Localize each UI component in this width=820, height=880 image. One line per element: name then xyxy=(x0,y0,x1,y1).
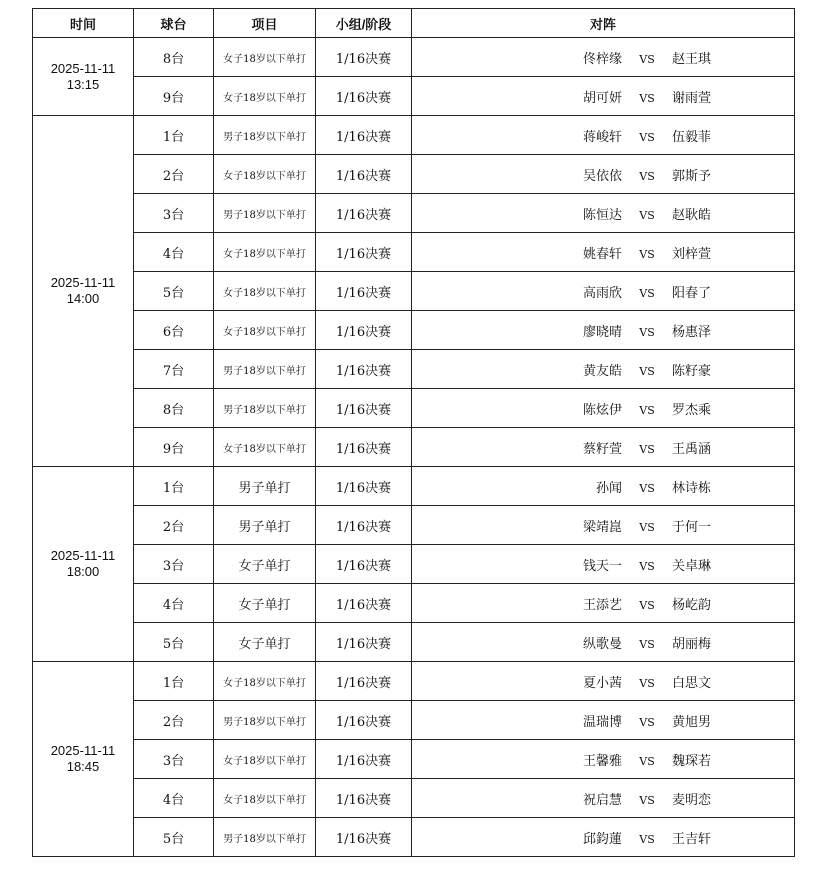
table-row xyxy=(33,506,795,545)
versus-label: VS xyxy=(639,676,655,690)
player-one: 佟梓缘 xyxy=(582,51,622,67)
player-one: 王馨雅 xyxy=(582,753,622,769)
table-number-cell: 5台 xyxy=(134,623,214,662)
versus-label: VS xyxy=(639,52,655,66)
session-date: 2025-11-11 xyxy=(50,548,116,563)
match-cell xyxy=(412,662,795,701)
table-row xyxy=(33,740,795,779)
table-number-cell: 6台 xyxy=(134,311,214,350)
player-one: 黄友皓 xyxy=(582,363,622,379)
matchup xyxy=(552,789,742,808)
player-two: 罗杰乘 xyxy=(672,402,712,418)
event-cell: 男子18岁以下单打 xyxy=(214,194,316,233)
stage-cell: 1/16决赛 xyxy=(316,506,412,545)
event-cell: 女子18岁以下单打 xyxy=(214,272,316,311)
event-cell: 男子18岁以下单打 xyxy=(214,389,316,428)
stage-cell: 1/16决赛 xyxy=(316,233,412,272)
table-number-cell: 3台 xyxy=(134,740,214,779)
table-number-cell: 1台 xyxy=(134,662,214,701)
session-time-cell xyxy=(33,467,134,662)
player-one: 孙闻 xyxy=(595,480,622,496)
versus-label: VS xyxy=(639,403,655,417)
player-two: 谢雨萱 xyxy=(672,90,712,106)
header-event: 项目 xyxy=(214,9,316,38)
stage-cell: 1/16决赛 xyxy=(316,272,412,311)
event-cell: 女子单打 xyxy=(214,623,316,662)
versus-label: VS xyxy=(639,130,655,144)
table-number-cell: 2台 xyxy=(134,506,214,545)
versus-label: VS xyxy=(639,325,655,339)
matchup xyxy=(552,204,742,223)
player-two: 麦明恋 xyxy=(672,792,712,808)
table-row xyxy=(33,428,795,467)
header-match: 对阵 xyxy=(412,9,795,38)
match-cell xyxy=(412,740,795,779)
matchup xyxy=(552,555,742,574)
matchup xyxy=(552,165,742,184)
stage-cell: 1/16决赛 xyxy=(316,623,412,662)
match-cell xyxy=(412,311,795,350)
player-two: 伍毅菲 xyxy=(672,129,712,145)
player-one: 陈炫伊 xyxy=(582,402,622,418)
player-one: 纵歌曼 xyxy=(582,636,622,652)
table-number-cell: 5台 xyxy=(134,818,214,857)
player-one: 廖晓晴 xyxy=(582,324,622,340)
versus-label: VS xyxy=(639,364,655,378)
versus-label: VS xyxy=(639,520,655,534)
table-number-cell: 4台 xyxy=(134,584,214,623)
table-row xyxy=(33,116,795,155)
event-cell: 女子18岁以下单打 xyxy=(214,311,316,350)
player-two: 王禹涵 xyxy=(672,441,712,457)
event-cell: 女子18岁以下单打 xyxy=(214,77,316,116)
stage-cell: 1/16决赛 xyxy=(316,545,412,584)
player-two: 王吉轩 xyxy=(672,831,712,847)
versus-label: VS xyxy=(639,208,655,222)
table-row xyxy=(33,545,795,584)
schedule-table xyxy=(32,8,795,857)
versus-label: VS xyxy=(639,286,655,300)
versus-label: VS xyxy=(639,754,655,768)
session-time: 18:45 xyxy=(66,759,100,774)
matchup xyxy=(552,672,742,691)
player-two: 赵耿皓 xyxy=(672,207,712,223)
match-cell xyxy=(412,506,795,545)
player-two: 黄旭男 xyxy=(672,714,712,730)
session-time: 13:15 xyxy=(66,76,100,92)
matchup xyxy=(552,516,742,535)
stage-cell: 1/16决赛 xyxy=(316,428,412,467)
match-cell xyxy=(412,467,795,506)
table-row xyxy=(33,194,795,233)
versus-label: VS xyxy=(639,442,655,456)
table-row xyxy=(33,584,795,623)
player-two: 陈籽豪 xyxy=(672,363,712,379)
table-number-cell: 9台 xyxy=(134,428,214,467)
matchup xyxy=(552,360,742,379)
session-date: 2025-11-11 xyxy=(50,275,116,290)
event-cell: 男子单打 xyxy=(214,506,316,545)
player-one: 梁靖崑 xyxy=(582,519,622,535)
table-row xyxy=(33,350,795,389)
table-row xyxy=(33,662,795,701)
player-one: 钱天一 xyxy=(582,558,622,574)
table-number-cell: 2台 xyxy=(134,701,214,740)
event-cell: 女子单打 xyxy=(214,545,316,584)
event-cell: 男子单打 xyxy=(214,467,316,506)
versus-label: VS xyxy=(639,247,655,261)
player-two: 林诗栋 xyxy=(672,480,712,496)
player-one: 姚春轩 xyxy=(582,246,622,262)
stage-cell: 1/16决赛 xyxy=(316,701,412,740)
table-number-cell: 3台 xyxy=(134,194,214,233)
table-row xyxy=(33,311,795,350)
matchup xyxy=(552,828,742,847)
player-one: 蒋峻轩 xyxy=(582,129,622,145)
match-cell xyxy=(412,155,795,194)
player-two: 魏琛若 xyxy=(672,753,712,769)
stage-cell: 1/16决赛 xyxy=(316,311,412,350)
stage-cell: 1/16决赛 xyxy=(316,350,412,389)
matchup xyxy=(552,282,742,301)
event-cell: 女子18岁以下单打 xyxy=(214,38,316,77)
header-table: 球台 xyxy=(134,9,214,38)
session-time: 18:00 xyxy=(66,564,100,579)
matchup xyxy=(552,711,742,730)
player-one: 胡可妍 xyxy=(582,90,622,106)
match-cell xyxy=(412,77,795,116)
matchup xyxy=(552,87,742,106)
player-one: 蔡籽萱 xyxy=(582,441,622,457)
event-cell: 男子18岁以下单打 xyxy=(214,701,316,740)
matchup xyxy=(552,750,742,769)
event-cell: 男子18岁以下单打 xyxy=(214,350,316,389)
match-cell xyxy=(412,272,795,311)
match-cell xyxy=(412,389,795,428)
table-number-cell: 9台 xyxy=(134,77,214,116)
versus-label: VS xyxy=(639,793,655,807)
versus-label: VS xyxy=(639,91,655,105)
player-two: 白思文 xyxy=(672,675,712,691)
match-cell xyxy=(412,584,795,623)
event-cell: 女子18岁以下单打 xyxy=(214,740,316,779)
table-row xyxy=(33,77,795,116)
stage-cell: 1/16决赛 xyxy=(316,389,412,428)
match-cell xyxy=(412,545,795,584)
event-cell: 女子18岁以下单打 xyxy=(214,155,316,194)
table-number-cell: 1台 xyxy=(134,467,214,506)
table-number-cell: 7台 xyxy=(134,350,214,389)
player-two: 赵王琪 xyxy=(672,51,712,67)
player-two: 于何一 xyxy=(672,519,712,535)
player-one: 温瑞博 xyxy=(582,714,622,730)
table-row xyxy=(33,623,795,662)
table-row xyxy=(33,272,795,311)
matchup xyxy=(552,48,742,67)
stage-cell: 1/16决赛 xyxy=(316,779,412,818)
stage-cell: 1/16决赛 xyxy=(316,155,412,194)
player-two: 刘梓萱 xyxy=(672,246,712,262)
stage-cell: 1/16决赛 xyxy=(316,77,412,116)
table-row xyxy=(33,155,795,194)
match-cell xyxy=(412,350,795,389)
event-cell: 女子18岁以下单打 xyxy=(214,428,316,467)
table-number-cell: 4台 xyxy=(134,233,214,272)
matchup xyxy=(552,633,742,652)
table-number-cell: 2台 xyxy=(134,155,214,194)
table-number-cell: 1台 xyxy=(134,116,214,155)
stage-cell: 1/16决赛 xyxy=(316,818,412,857)
match-cell xyxy=(412,194,795,233)
player-two: 郭斯予 xyxy=(672,168,712,184)
schedule-body xyxy=(33,38,795,857)
versus-label: VS xyxy=(639,481,655,495)
versus-label: VS xyxy=(639,598,655,612)
matchup xyxy=(552,399,742,418)
event-cell: 男子18岁以下单打 xyxy=(214,116,316,155)
session-time-cell xyxy=(33,662,134,857)
session-date: 2025-11-11 xyxy=(50,743,116,758)
table-row xyxy=(33,818,795,857)
table-row xyxy=(33,779,795,818)
player-one: 邱鈞蓮 xyxy=(582,831,622,847)
table-number-cell: 8台 xyxy=(134,389,214,428)
table-number-cell: 4台 xyxy=(134,779,214,818)
stage-cell: 1/16决赛 xyxy=(316,740,412,779)
stage-cell: 1/16决赛 xyxy=(316,116,412,155)
table-row xyxy=(33,467,795,506)
player-two: 杨屹韵 xyxy=(672,597,712,613)
table-row xyxy=(33,38,795,77)
player-one: 祝启慧 xyxy=(582,792,622,808)
match-cell xyxy=(412,701,795,740)
header-time: 时间 xyxy=(33,9,134,38)
session-time-cell xyxy=(33,38,134,116)
stage-cell: 1/16决赛 xyxy=(316,467,412,506)
player-two: 阳春了 xyxy=(672,285,712,301)
matchup xyxy=(552,126,742,145)
header-stage: 小组/阶段 xyxy=(316,9,412,38)
player-one: 高雨欣 xyxy=(582,285,622,301)
event-cell: 女子18岁以下单打 xyxy=(214,662,316,701)
player-two: 胡丽梅 xyxy=(672,636,712,652)
event-cell: 男子18岁以下单打 xyxy=(214,818,316,857)
player-two: 关卓琳 xyxy=(672,558,712,574)
match-cell xyxy=(412,38,795,77)
versus-label: VS xyxy=(639,637,655,651)
stage-cell: 1/16决赛 xyxy=(316,584,412,623)
player-one: 吴依依 xyxy=(582,168,622,184)
matchup xyxy=(552,594,742,613)
match-cell xyxy=(412,779,795,818)
session-date: 2025-11-11 xyxy=(50,60,116,76)
player-two: 杨惠泽 xyxy=(672,324,712,340)
session-time-cell xyxy=(33,116,134,467)
versus-label: VS xyxy=(639,559,655,573)
player-one: 夏小茜 xyxy=(582,675,622,691)
table-row xyxy=(33,233,795,272)
stage-cell: 1/16决赛 xyxy=(316,38,412,77)
match-cell xyxy=(412,116,795,155)
event-cell: 女子单打 xyxy=(214,584,316,623)
match-cell xyxy=(412,233,795,272)
stage-cell: 1/16决赛 xyxy=(316,194,412,233)
header-row xyxy=(33,9,795,38)
event-cell: 女子18岁以下单打 xyxy=(214,233,316,272)
versus-label: VS xyxy=(639,715,655,729)
player-one: 王添艺 xyxy=(582,597,622,613)
matchup xyxy=(552,438,742,457)
versus-label: VS xyxy=(639,832,655,846)
matchup xyxy=(552,477,742,496)
match-cell xyxy=(412,428,795,467)
table-row xyxy=(33,701,795,740)
versus-label: VS xyxy=(639,169,655,183)
table-row xyxy=(33,389,795,428)
match-cell xyxy=(412,623,795,662)
event-cell: 女子18岁以下单打 xyxy=(214,779,316,818)
match-cell xyxy=(412,818,795,857)
session-time: 14:00 xyxy=(66,291,100,306)
table-number-cell: 8台 xyxy=(134,38,214,77)
table-number-cell: 5台 xyxy=(134,272,214,311)
matchup xyxy=(552,243,742,262)
matchup xyxy=(552,321,742,340)
table-number-cell: 3台 xyxy=(134,545,214,584)
stage-cell: 1/16决赛 xyxy=(316,662,412,701)
schedule-header xyxy=(33,9,795,38)
player-one: 陈恒达 xyxy=(582,207,622,223)
